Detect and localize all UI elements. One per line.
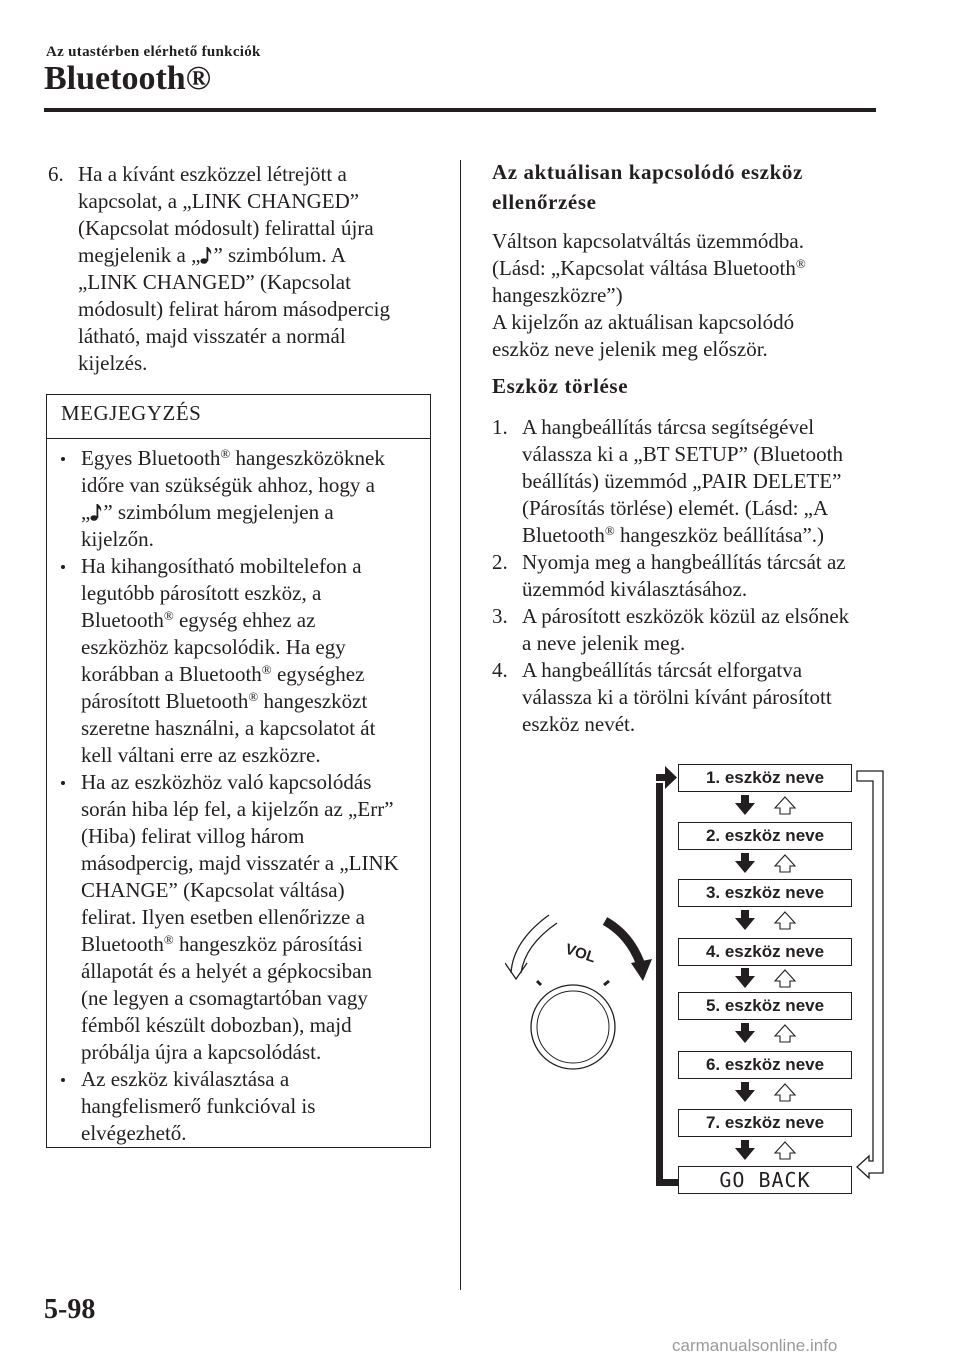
text-line: eszköz neve jelenik meg először. — [492, 337, 768, 361]
device-name-3: 3. eszköz neve — [678, 879, 852, 907]
arrow-pairs — [505, 763, 885, 1203]
text-line: CHANGE” (Kapcsolat váltása) — [81, 878, 345, 902]
step-number: 1. — [492, 415, 508, 439]
text-line: Bluetooth® hangeszköz beállítása”.) — [522, 523, 825, 547]
step-body — [522, 549, 846, 603]
text-line: Egyes Bluetooth® hangeszközöknek — [81, 446, 385, 470]
text-line: másodpercig, majd visszatér a „LINK — [81, 851, 399, 875]
text-line: „ ” szimbólum megjelenjen a — [81, 500, 334, 524]
text-line: kijelzés. — [78, 351, 148, 375]
column-divider — [460, 160, 461, 1290]
header-rule — [44, 108, 876, 112]
text-line: hangfelismerő funkcióval is — [81, 1094, 316, 1118]
text-line: beállítás) üzemmód „PAIR DELETE” — [522, 469, 842, 493]
step-body — [522, 657, 832, 738]
text-line: A hangbeállítás tárcsát elforgatva — [522, 658, 803, 682]
section-heading-delete-device: Eszköz törlése — [492, 374, 629, 398]
text-line: során hiba lép fel, a kijelzőn az „Err” — [81, 797, 394, 821]
device-name-2: 2. eszköz neve — [678, 822, 852, 850]
step-4 — [492, 657, 892, 741]
arrow-pair-1 — [735, 795, 795, 815]
text-line: kijelzőn. — [81, 527, 154, 551]
text-line: Ha az eszközhöz való kapcsolódás — [81, 770, 372, 794]
text-line: (Hiba) felirat villog három — [81, 824, 305, 848]
bullet-body — [81, 445, 385, 553]
section-heading-current-device — [492, 157, 882, 217]
page-number: 5-98 — [44, 1294, 96, 1325]
current-device-paragraph — [492, 228, 882, 363]
bullet-body — [81, 1066, 315, 1147]
text-line: Bluetooth® hangeszköz párosítási — [81, 932, 363, 956]
device-name-5: 5. eszköz neve — [678, 992, 852, 1020]
device-list-diagram — [505, 763, 885, 1203]
step-1 — [492, 414, 892, 554]
item-number: 6. — [48, 162, 64, 186]
text-line: fémből készült dobozban), majd — [81, 1013, 352, 1037]
text-line: próbálja újra a kapcsolódást. — [81, 1040, 322, 1064]
text-line: (Lásd: „Kapcsolat váltása Bluetooth® — [492, 256, 806, 280]
step-number: 4. — [492, 658, 508, 682]
text-line: elvégezhető. — [81, 1121, 187, 1145]
text-line: Az eszköz kiválasztása a — [81, 1067, 290, 1091]
bullet-dot — [61, 457, 65, 461]
music-note-icon — [200, 245, 213, 265]
text-line: Váltson kapcsolatváltás üzemmódba. — [492, 229, 804, 253]
step-body — [522, 414, 843, 549]
numbered-item-6 — [48, 161, 438, 381]
go-back-item: GO BACK — [678, 1166, 852, 1194]
text-line: Ha kihangosítható mobiltelefon a — [81, 554, 362, 578]
section-subtitle: Az utastérben elérhető funkciók — [46, 44, 261, 60]
text-line: A kijelzőn az aktuálisan kapcsolódó — [492, 310, 795, 334]
arrow-pair-5 — [735, 1023, 795, 1043]
text-line: legutóbb párosított eszköz, a — [81, 581, 322, 605]
bullet-dot — [61, 565, 65, 569]
text-line: eszközhöz kapcsolódik. Ha egy — [81, 635, 346, 659]
step-number: 3. — [492, 604, 508, 628]
arrow-pair-3 — [735, 910, 795, 930]
text-line: hangeszközre”) — [492, 283, 623, 307]
device-name-6: 6. eszköz neve — [678, 1051, 852, 1079]
page-title: Bluetooth® — [44, 60, 212, 97]
step-body — [522, 603, 849, 657]
text-line: időre van szükségük ahhoz, hogy a — [81, 473, 375, 497]
bullet-body — [81, 769, 399, 1066]
text-line: korábban a Bluetooth® egységhez — [81, 662, 365, 686]
device-name-7: 7. eszköz neve — [678, 1109, 852, 1137]
arrow-pair-4 — [735, 968, 795, 988]
text-line: (Kapcsolat módosult) felirattal újra — [78, 216, 374, 240]
text-line: eszköz nevét. — [522, 712, 636, 736]
bullet-body — [81, 553, 375, 769]
text-line: A párosított eszközök közül az elsőnek — [522, 604, 850, 628]
text-line: szeretne használni, a kapcsolatot át — [81, 716, 376, 740]
watermark: carmanualsonline.info — [672, 1336, 838, 1355]
arrow-pair-2 — [735, 853, 795, 873]
text-line: (ne legyen a csomagtartóban vagy — [81, 986, 368, 1010]
note-heading: MEGJEGYZÉS — [61, 401, 202, 425]
text-line: üzemmód kiválasztásához. — [522, 577, 748, 601]
text-line: A hangbeállítás tárcsa segítségével — [522, 415, 815, 439]
note-box — [46, 394, 431, 1148]
step-2 — [492, 549, 892, 605]
text-line: megjelenik a „ ” szimbólum. A — [78, 243, 346, 267]
step-number: 2. — [492, 550, 508, 574]
text-line: „LINK CHANGED” (Kapcsolat — [78, 270, 351, 294]
text-line: módosult) felirat három másodpercig — [78, 297, 390, 321]
text-line: Nyomja meg a hangbeállítás tárcsát az — [522, 550, 846, 574]
text-line: párosított Bluetooth® hangeszközt — [81, 689, 368, 713]
note-heading-rule — [47, 438, 430, 439]
text-line: látható, majd visszatér a normál — [78, 324, 346, 348]
text-line: állapotát és a helyét a gépkocsiban — [81, 959, 372, 983]
music-note-icon — [90, 502, 103, 522]
device-name-4: 4. eszköz neve — [678, 938, 852, 966]
text-line: (Párosítás törlése) elemét. (Lásd: „A — [522, 496, 829, 520]
bullet-dot — [61, 781, 65, 785]
text-line: válassza ki a törölni kívánt párosított — [522, 685, 832, 709]
heading-line: Az aktuálisan kapcsolódó eszköz — [492, 160, 803, 184]
text-line: Ha a kívánt eszközzel létrejött a — [78, 162, 347, 186]
bullet-dot — [61, 1078, 65, 1082]
arrow-pair-6 — [735, 1082, 795, 1102]
text-line: felirat. Ilyen esetben ellenőrizze a — [81, 905, 365, 929]
knob-label: VOL — [563, 940, 598, 967]
step-3 — [492, 603, 892, 659]
text-line: kell váltani erre az eszközre. — [81, 743, 321, 767]
text-line: válassza ki a „BT SETUP” (Bluetooth — [522, 442, 843, 466]
device-name-1: 1. eszköz neve — [678, 764, 852, 792]
arrow-pair-7 — [735, 1140, 795, 1160]
item-body — [78, 161, 390, 377]
text-line: kapcsolat, a „LINK CHANGED” — [78, 189, 360, 213]
text-line: Bluetooth® egység ehhez az — [81, 608, 316, 632]
heading-line: ellenőrzése — [492, 190, 597, 214]
text-line: a neve jelenik meg. — [522, 631, 686, 655]
